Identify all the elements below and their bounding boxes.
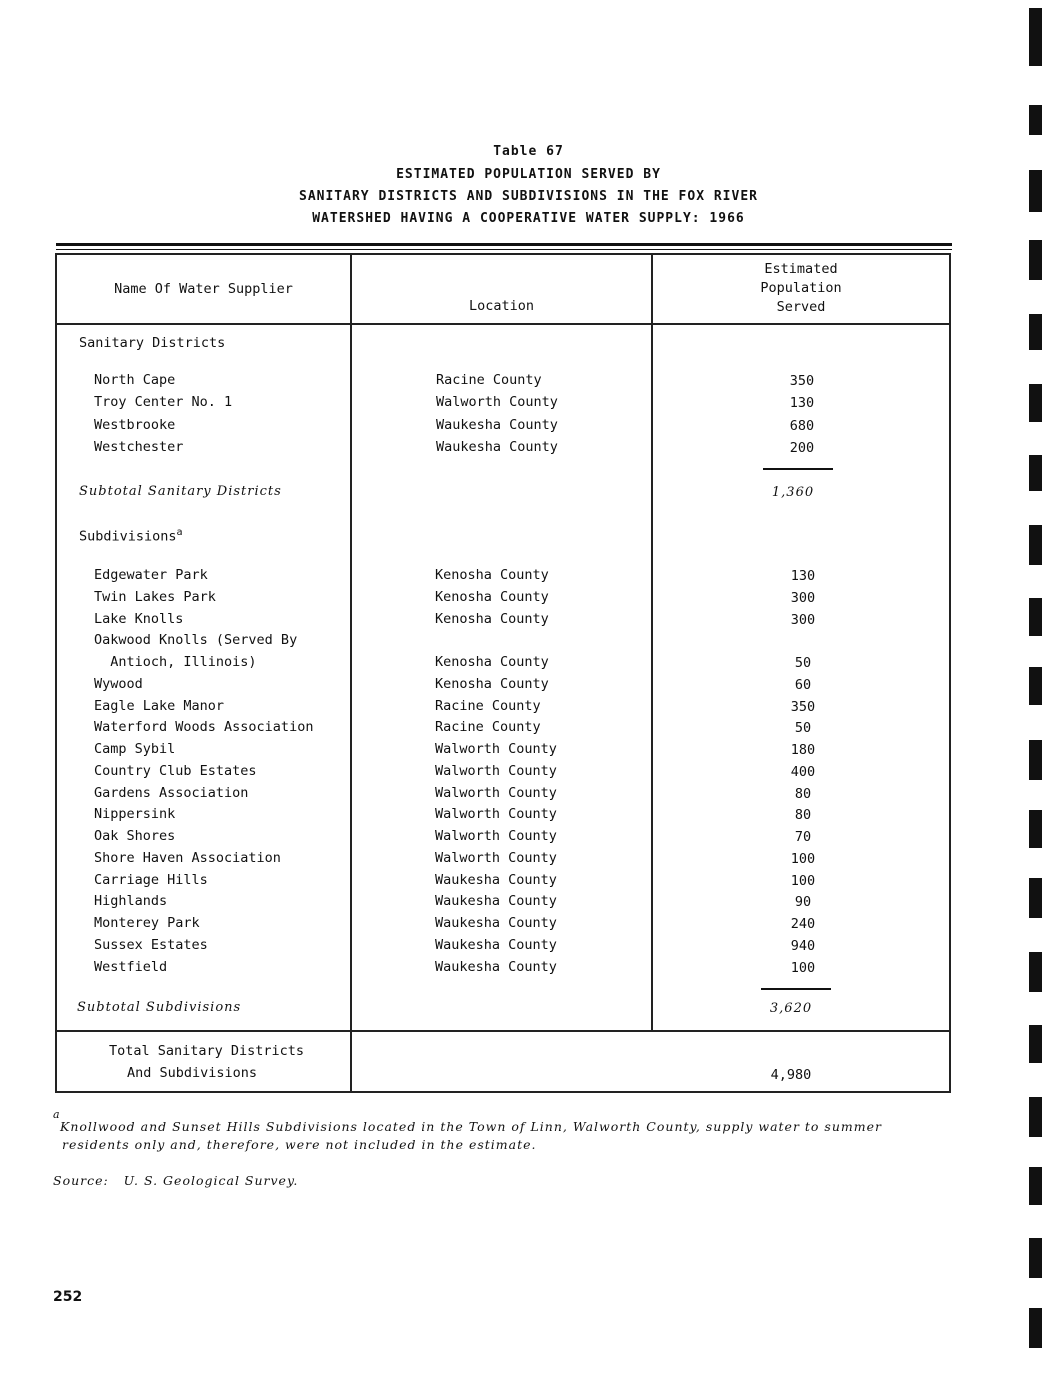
row-supplier-name: Sussex Estates: [94, 936, 208, 953]
row-supplier-name: Westchester: [94, 438, 184, 455]
row-location: Walworth County: [435, 806, 557, 823]
row-location: Racine County: [436, 372, 542, 388]
row-supplier-name: Westbrooke: [94, 416, 176, 433]
table-bottom-border: [55, 1091, 951, 1093]
row-population: 180: [790, 742, 816, 758]
binding-edge-mark: [1029, 170, 1042, 212]
row-location: Kenosha County: [435, 675, 549, 692]
row-supplier-name: Carriage Hills: [94, 871, 208, 888]
binding-edge-mark: [1029, 667, 1042, 705]
top-rule-thin: [56, 249, 952, 250]
row-supplier-name: Edgewater Park: [94, 567, 208, 583]
source-note: [53, 1173, 298, 1188]
row-supplier-name: Wywood: [94, 675, 143, 692]
row-population: 400: [790, 763, 816, 780]
row-population: 90: [794, 894, 812, 911]
row-supplier-name: Antioch, Illinois): [94, 654, 257, 670]
source-label: Source:: [53, 1173, 109, 1188]
row-population: 80: [794, 785, 812, 802]
row-location: Walworth County: [435, 741, 557, 757]
binding-edge-mark: [1029, 525, 1042, 565]
binding-edge-mark: [1029, 314, 1042, 350]
row-location: Waukesha County: [435, 915, 557, 931]
row-population: 80: [794, 807, 812, 824]
table-left-border: [55, 253, 57, 1093]
row-population: 240: [790, 916, 816, 932]
table-right-border: [949, 253, 951, 1093]
table-column-divider-2: [651, 253, 653, 1031]
footnote-line-2: residents only and, therefore, were not included in the estimate.: [62, 1137, 537, 1152]
row-supplier-name: Monterey Park: [94, 915, 200, 931]
row-supplier-name: Oak Shores: [94, 828, 176, 844]
source-text: U. S. Geological Survey.: [123, 1173, 299, 1188]
row-population: 50: [794, 720, 812, 737]
page-number: 252: [53, 1289, 83, 1305]
header-location: Location: [468, 298, 535, 314]
row-supplier-name: Camp Sybil: [94, 741, 176, 757]
row-supplier-name: Highlands: [94, 893, 168, 910]
row-population: 680: [789, 417, 815, 434]
table-title-line-2: SANITARY DISTRICTS AND SUBDIVISIONS IN THE FOX RIVER: [299, 189, 758, 204]
row-location: Kenosha County: [435, 654, 549, 670]
row-population: 300: [790, 611, 816, 628]
subtotal-value-sanitary: 1,360: [771, 485, 815, 500]
row-supplier-name: Twin Lakes Park: [94, 588, 216, 605]
row-location: Kenosha County: [435, 610, 549, 627]
footnote-line-1: Knollwood and Sunset Hills Subdivisions located in the Town of Linn, Walworth County, supply water to summer: [60, 1119, 882, 1134]
row-population: 50: [794, 655, 812, 671]
row-location: Kenosha County: [435, 567, 549, 583]
binding-edge-mark: [1029, 455, 1042, 491]
total-value: 4,980: [770, 1067, 812, 1083]
header-name: Name Of Water Supplier: [114, 281, 293, 297]
header-population-line-2: Population: [760, 280, 842, 296]
row-population: 350: [789, 373, 815, 389]
row-location: Racine County: [435, 697, 541, 714]
row-location: Waukesha County: [435, 958, 557, 975]
binding-edge-mark: [1029, 878, 1042, 918]
table-title-line-1: ESTIMATED POPULATION SERVED BY: [396, 167, 661, 182]
subtotal-label-sanitary: Subtotal Sanitary Districts: [79, 484, 282, 499]
header-population-line-3: Served: [776, 299, 826, 315]
row-supplier-name: Westfield: [94, 958, 168, 975]
row-population: 60: [794, 676, 812, 693]
header-population: [653, 260, 949, 317]
row-population: 130: [790, 568, 816, 584]
row-supplier-name: Waterford Woods Association: [94, 719, 314, 736]
row-supplier-name: Shore Haven Association: [94, 849, 281, 866]
binding-edge-mark: [1029, 240, 1042, 280]
row-population: 130: [789, 395, 815, 412]
header-population-line-1: Estimated: [764, 261, 838, 277]
row-supplier-name: Country Club Estates: [94, 762, 257, 779]
row-population: 350: [790, 698, 816, 715]
table-number: Table 67: [493, 144, 564, 159]
row-location: Walworth County: [436, 394, 558, 411]
row-population: 200: [789, 439, 815, 456]
subdivisions-footnote-mark: a: [176, 527, 183, 538]
binding-edge-mark: [1029, 1167, 1042, 1205]
row-population: 100: [790, 850, 816, 867]
subtotal-rule-sanitary: [763, 468, 833, 470]
table-header-top: [55, 253, 951, 255]
row-population: 70: [794, 829, 812, 845]
row-location: Walworth County: [435, 828, 557, 844]
subdivisions-heading-text: Subdivisions: [79, 528, 177, 545]
row-location: Waukesha County: [435, 893, 557, 910]
row-population: 300: [790, 589, 816, 606]
row-supplier-name: Lake Knolls: [94, 610, 184, 627]
row-supplier-name: Gardens Association: [94, 784, 249, 801]
row-location: Walworth County: [435, 762, 557, 779]
table-column-divider-1: [350, 253, 352, 1093]
binding-edge-mark: [1029, 384, 1042, 422]
binding-edge-mark: [1029, 1097, 1042, 1137]
row-location: Kenosha County: [435, 588, 549, 605]
table-header-bottom: [55, 323, 951, 325]
binding-edge-mark: [1029, 1308, 1042, 1348]
row-location: Waukesha County: [435, 936, 557, 953]
footnote-mark: a: [53, 1108, 61, 1121]
binding-edge-mark: [1029, 105, 1042, 135]
section-heading-sanitary: Sanitary Districts: [79, 335, 226, 351]
subtotal-label-subdivisions: Subtotal Subdivisions: [77, 1000, 242, 1015]
binding-edge-mark: [1029, 810, 1042, 848]
table-total-top: [55, 1030, 951, 1032]
binding-edge-mark: [1029, 952, 1042, 992]
row-location: Walworth County: [435, 784, 557, 801]
row-location: Waukesha County: [436, 416, 558, 433]
row-population: 100: [790, 872, 816, 889]
row-supplier-name: Eagle Lake Manor: [94, 697, 225, 714]
row-population: 940: [790, 937, 816, 954]
binding-edge-mark: [1029, 8, 1042, 66]
row-supplier-name: Troy Center No. 1: [94, 394, 233, 411]
binding-edge-mark: [1029, 1025, 1042, 1063]
subtotal-value-subdivisions: 3,620: [769, 1001, 813, 1016]
binding-edge-mark: [1029, 598, 1042, 636]
row-population: 100: [790, 959, 816, 976]
row-supplier-name: Nippersink: [94, 806, 176, 823]
top-rule: [56, 243, 952, 246]
row-location: Walworth County: [435, 849, 557, 866]
row-location: Waukesha County: [435, 871, 557, 888]
table-title-line-3: WATERSHED HAVING A COOPERATIVE WATER SUPPLY: 1966: [312, 211, 745, 226]
row-supplier-name: North Cape: [94, 372, 176, 388]
section-heading-subdivisions: [79, 527, 183, 545]
row-location: Waukesha County: [436, 438, 558, 455]
row-location: Racine County: [435, 719, 541, 736]
total-label-line-1: Total Sanitary Districts: [109, 1043, 305, 1059]
binding-edge-mark: [1029, 740, 1042, 780]
binding-edge-mark: [1029, 1238, 1042, 1278]
subtotal-rule-subdivisions: [761, 988, 831, 990]
row-supplier-name: Oakwood Knolls (Served By: [94, 632, 298, 649]
total-label-line-2: And Subdivisions: [127, 1065, 258, 1081]
